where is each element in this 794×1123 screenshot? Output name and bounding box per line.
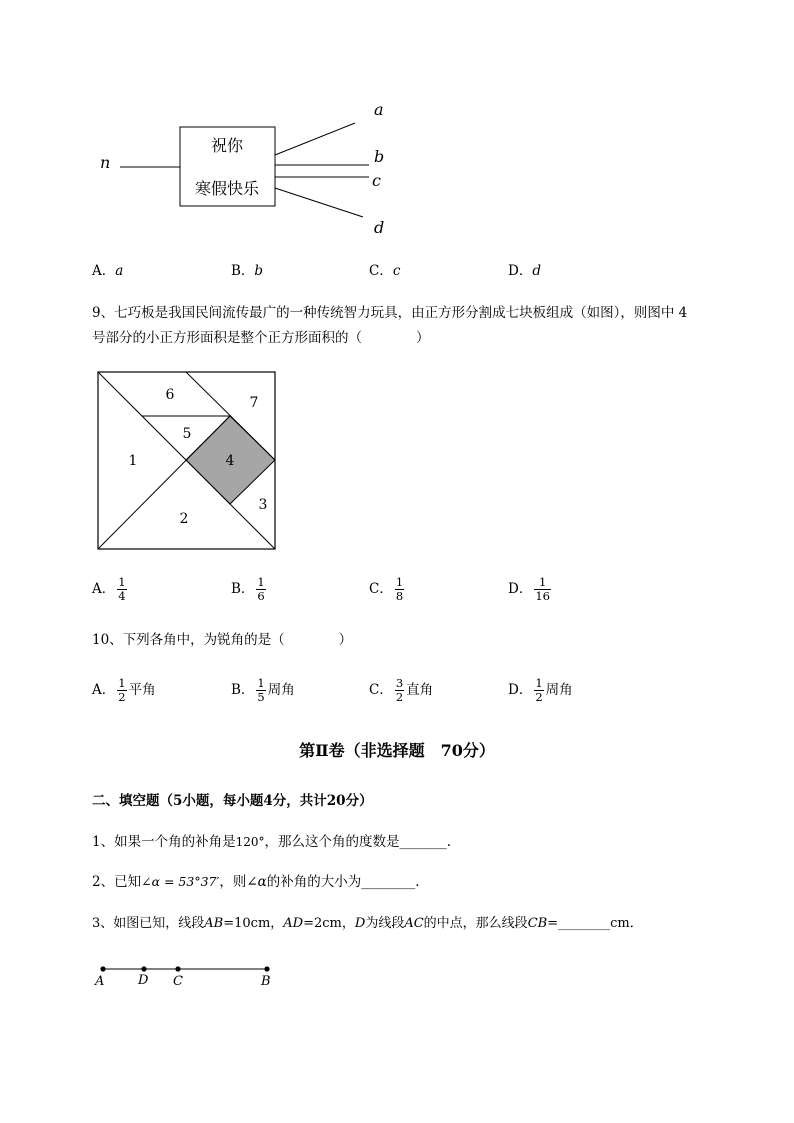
piece-label-7: 7 <box>249 395 259 411</box>
label-a: a <box>374 100 384 119</box>
denominator: 5 <box>257 690 265 704</box>
fraction <box>256 677 265 704</box>
numerator: 1 <box>257 575 265 589</box>
option-letter: D． <box>508 581 533 597</box>
option-value: d <box>532 263 541 279</box>
fill3-ac: AC <box>404 916 424 931</box>
fraction <box>534 677 543 704</box>
denominator: 2 <box>535 690 543 704</box>
piece-label-5: 5 <box>182 426 192 442</box>
numerator: 1 <box>118 676 126 690</box>
option-letter: B． <box>231 263 255 279</box>
fraction <box>117 677 126 704</box>
fill3-d: D <box>354 916 366 931</box>
fill1-prefix: 1、如果一个角的补角是 <box>92 834 236 850</box>
fraction <box>534 576 551 603</box>
fill3-text: =2cm， <box>303 916 355 931</box>
line-a <box>275 123 355 155</box>
denominator: 2 <box>118 690 126 704</box>
fraction <box>395 576 404 603</box>
question10-text: 10、下列各角中，为锐角的是（ ） <box>92 632 353 648</box>
denominator: 4 <box>118 589 126 603</box>
option-letter: D． <box>508 682 533 698</box>
label-point-b: B <box>261 974 271 989</box>
option-letter: A． <box>92 581 116 597</box>
option-letter: B． <box>231 682 255 698</box>
point-a <box>100 966 105 971</box>
question9-line1: 9、七巧板是我国民间流传最广的一种传统智力玩具，由正方形分割成七块板组成（如图），则图中 4 <box>92 305 688 321</box>
piece-label-3: 3 <box>258 497 268 513</box>
q10-option-d[interactable] <box>508 677 573 704</box>
point-b <box>264 966 269 971</box>
fill2-angle: ∠α <box>246 874 267 890</box>
fill2-prefix: 2、已知 <box>92 874 142 890</box>
piece-label-6: 6 <box>165 387 175 403</box>
option-letter: C． <box>369 682 393 698</box>
numerator: 1 <box>118 575 126 589</box>
line-d <box>275 188 363 217</box>
q8-option-c[interactable] <box>369 261 400 281</box>
q9-option-c[interactable] <box>369 576 406 603</box>
option-value: a <box>115 263 124 279</box>
q8-option-b[interactable] <box>231 261 263 281</box>
fill3-text: 3、如图已知，线段 <box>92 916 205 931</box>
fill3-text: =________cm． <box>547 916 643 931</box>
option-value: c <box>392 263 401 279</box>
option-letter: A． <box>92 682 116 698</box>
segment-figure <box>90 958 280 994</box>
label-point-d: D <box>138 973 149 988</box>
fill3-ab: AB <box>204 916 224 931</box>
fill2-expression: ∠α = 53°37′ <box>141 874 220 889</box>
q9-option-a[interactable] <box>92 576 129 603</box>
fill-question-1 <box>92 832 451 852</box>
option-letter: C． <box>369 581 393 597</box>
option-value: b <box>254 263 264 279</box>
fill1-suffix: ，那么这个角的度数是_______. <box>264 834 452 850</box>
denominator: 16 <box>535 589 550 603</box>
option-suffix: 周角 <box>545 682 573 698</box>
q10-option-c[interactable] <box>369 677 433 704</box>
box-text-line1: 祝你 <box>210 136 244 155</box>
option-suffix: 平角 <box>128 682 156 698</box>
option-suffix: 直角 <box>406 682 434 698</box>
label-d: d <box>374 218 385 237</box>
fraction <box>256 576 265 603</box>
numerator: 1 <box>538 575 547 589</box>
fill3-text: 的中点，那么线段 <box>423 916 528 931</box>
piece-label-1: 1 <box>128 453 138 469</box>
piece-label-2: 2 <box>179 511 189 527</box>
denominator: 8 <box>395 589 404 603</box>
option-letter: A． <box>92 263 116 279</box>
denominator: 6 <box>257 589 265 603</box>
fill3-text: =10cm， <box>223 916 284 931</box>
fraction <box>117 576 126 603</box>
numerator: 1 <box>257 676 265 690</box>
question9-line2: 号部分的小正方形面积是整个正方形面积的（ ） <box>92 330 430 346</box>
box-text-line2: 寒假快乐 <box>194 179 260 198</box>
fill-question-2 <box>92 872 420 892</box>
part2-title: 第Ⅱ卷（非选择题 70分） <box>299 741 495 760</box>
denominator: 2 <box>395 690 404 704</box>
label-c: c <box>372 171 381 190</box>
section2-heading: 二、填空题（5小题，每小题4分，共计20分） <box>92 793 373 809</box>
tangram-figure <box>92 366 282 556</box>
label-point-c: C <box>173 974 183 989</box>
option-letter: B． <box>231 581 255 597</box>
q9-option-b[interactable] <box>231 576 268 603</box>
q10-option-a[interactable] <box>92 677 156 704</box>
fill2-middle: ，则 <box>219 874 247 890</box>
q8-option-a[interactable] <box>92 261 123 281</box>
numerator: 3 <box>395 676 404 690</box>
point-d <box>141 966 146 971</box>
numerator: 1 <box>535 676 543 690</box>
fill-question-3 <box>92 914 643 934</box>
fill3-cb: CB <box>527 916 548 931</box>
fill3-text: 为线段 <box>365 916 405 931</box>
option-letter: C． <box>369 263 393 279</box>
fraction <box>395 677 404 704</box>
label-n: n <box>100 153 111 172</box>
label-point-a: A <box>95 974 105 989</box>
fill2-suffix: 的补角的大小为________. <box>266 874 420 890</box>
option-letter: D． <box>508 263 533 279</box>
label-b: b <box>374 147 385 166</box>
piece-label-4: 4 <box>225 453 235 469</box>
question8-figure <box>95 95 395 245</box>
q8-option-d[interactable] <box>508 261 541 281</box>
fill3-ad: AD <box>283 916 304 931</box>
numerator: 1 <box>395 575 404 589</box>
q9-option-d[interactable] <box>508 576 553 603</box>
fill1-angle: 120° <box>235 835 265 849</box>
option-suffix: 周角 <box>267 682 295 698</box>
q10-option-b[interactable] <box>231 677 295 704</box>
point-c <box>175 966 180 971</box>
